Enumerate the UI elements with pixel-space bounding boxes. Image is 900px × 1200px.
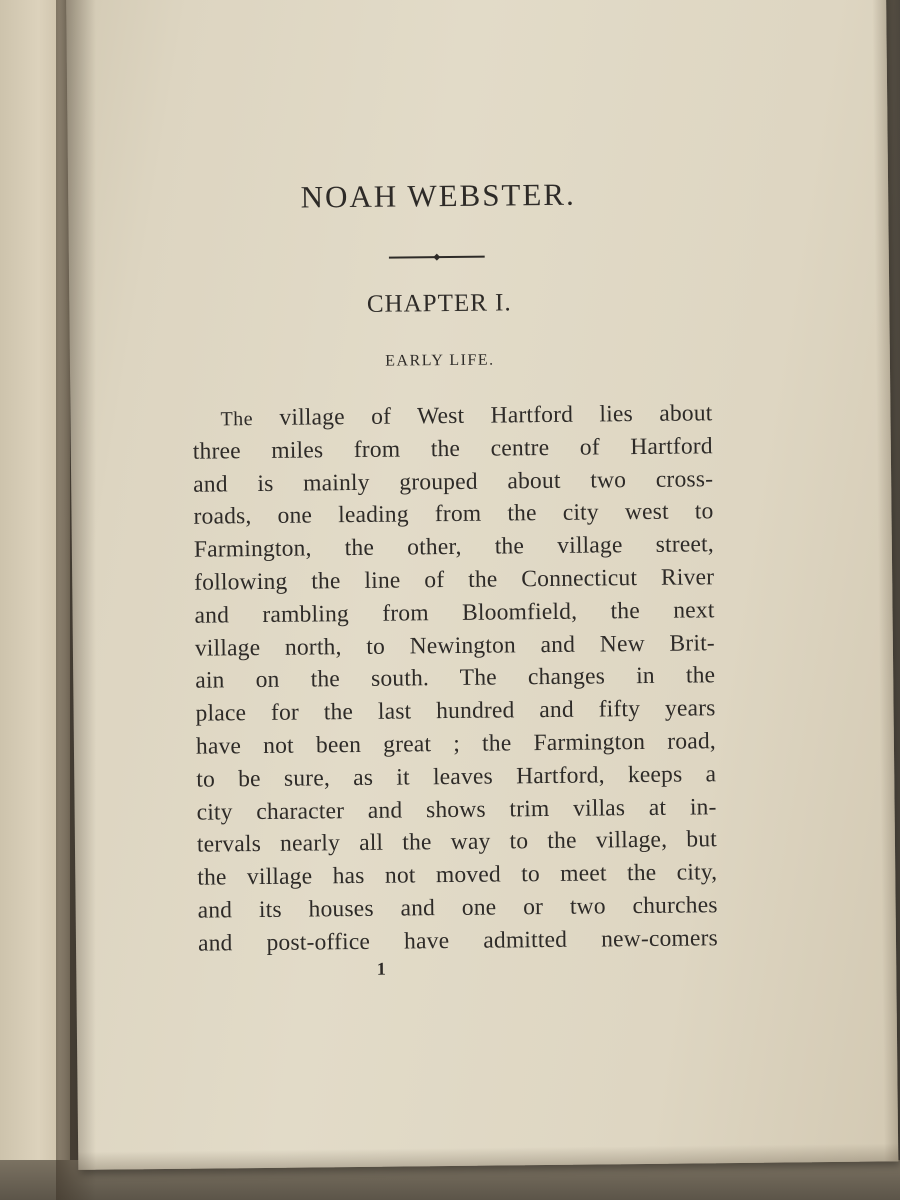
body-line	[192, 397, 712, 435]
page-number: 1	[376, 958, 386, 979]
body-line: tervals nearly all the way to the village, but	[196, 826, 718, 859]
body-line: roads, one leading from the city west to	[193, 498, 714, 531]
chapter-subtitle: EARLY LIFE.	[385, 351, 495, 370]
body-line: and its houses and one or two churches	[197, 892, 718, 924]
body-line: the village has not moved to meet the city,	[197, 859, 718, 891]
body-line: city character and shows trim villas at in-	[196, 793, 717, 826]
body-line: and post-office have admitted new-comers	[197, 924, 719, 957]
chapter-heading: CHAPTER I.	[366, 289, 512, 318]
body-line: to be sure, as it leaves Hartford, keeps a	[196, 761, 717, 793]
body-line: have not been great ; the Farmington road,	[195, 728, 717, 760]
body-line: ain on the south. The changes in the	[195, 662, 716, 695]
body-line: village north, to Newington and New Brit-	[194, 629, 716, 662]
book-title: NOAH WEBSTER.	[300, 176, 576, 215]
body-paragraph	[192, 397, 718, 960]
title-rule-ornament	[389, 252, 485, 263]
body-line-text: village of West Hartford lies about	[279, 400, 713, 431]
body-line: place for the last hundred and fifty years	[195, 695, 716, 727]
body-line: and is mainly grouped about two cross-	[193, 465, 714, 498]
gutter-shadow	[56, 0, 96, 1200]
book-page	[66, 0, 898, 1170]
body-line: and rambling from Bloomfield, the next	[194, 597, 715, 629]
body-line: Farmington, the other, the village street,	[193, 531, 714, 563]
body-line: following the line of the Connecticut River	[194, 564, 715, 596]
body-line: three miles from the centre of Hartford	[192, 433, 713, 465]
drop-lead-word: The	[220, 408, 254, 431]
